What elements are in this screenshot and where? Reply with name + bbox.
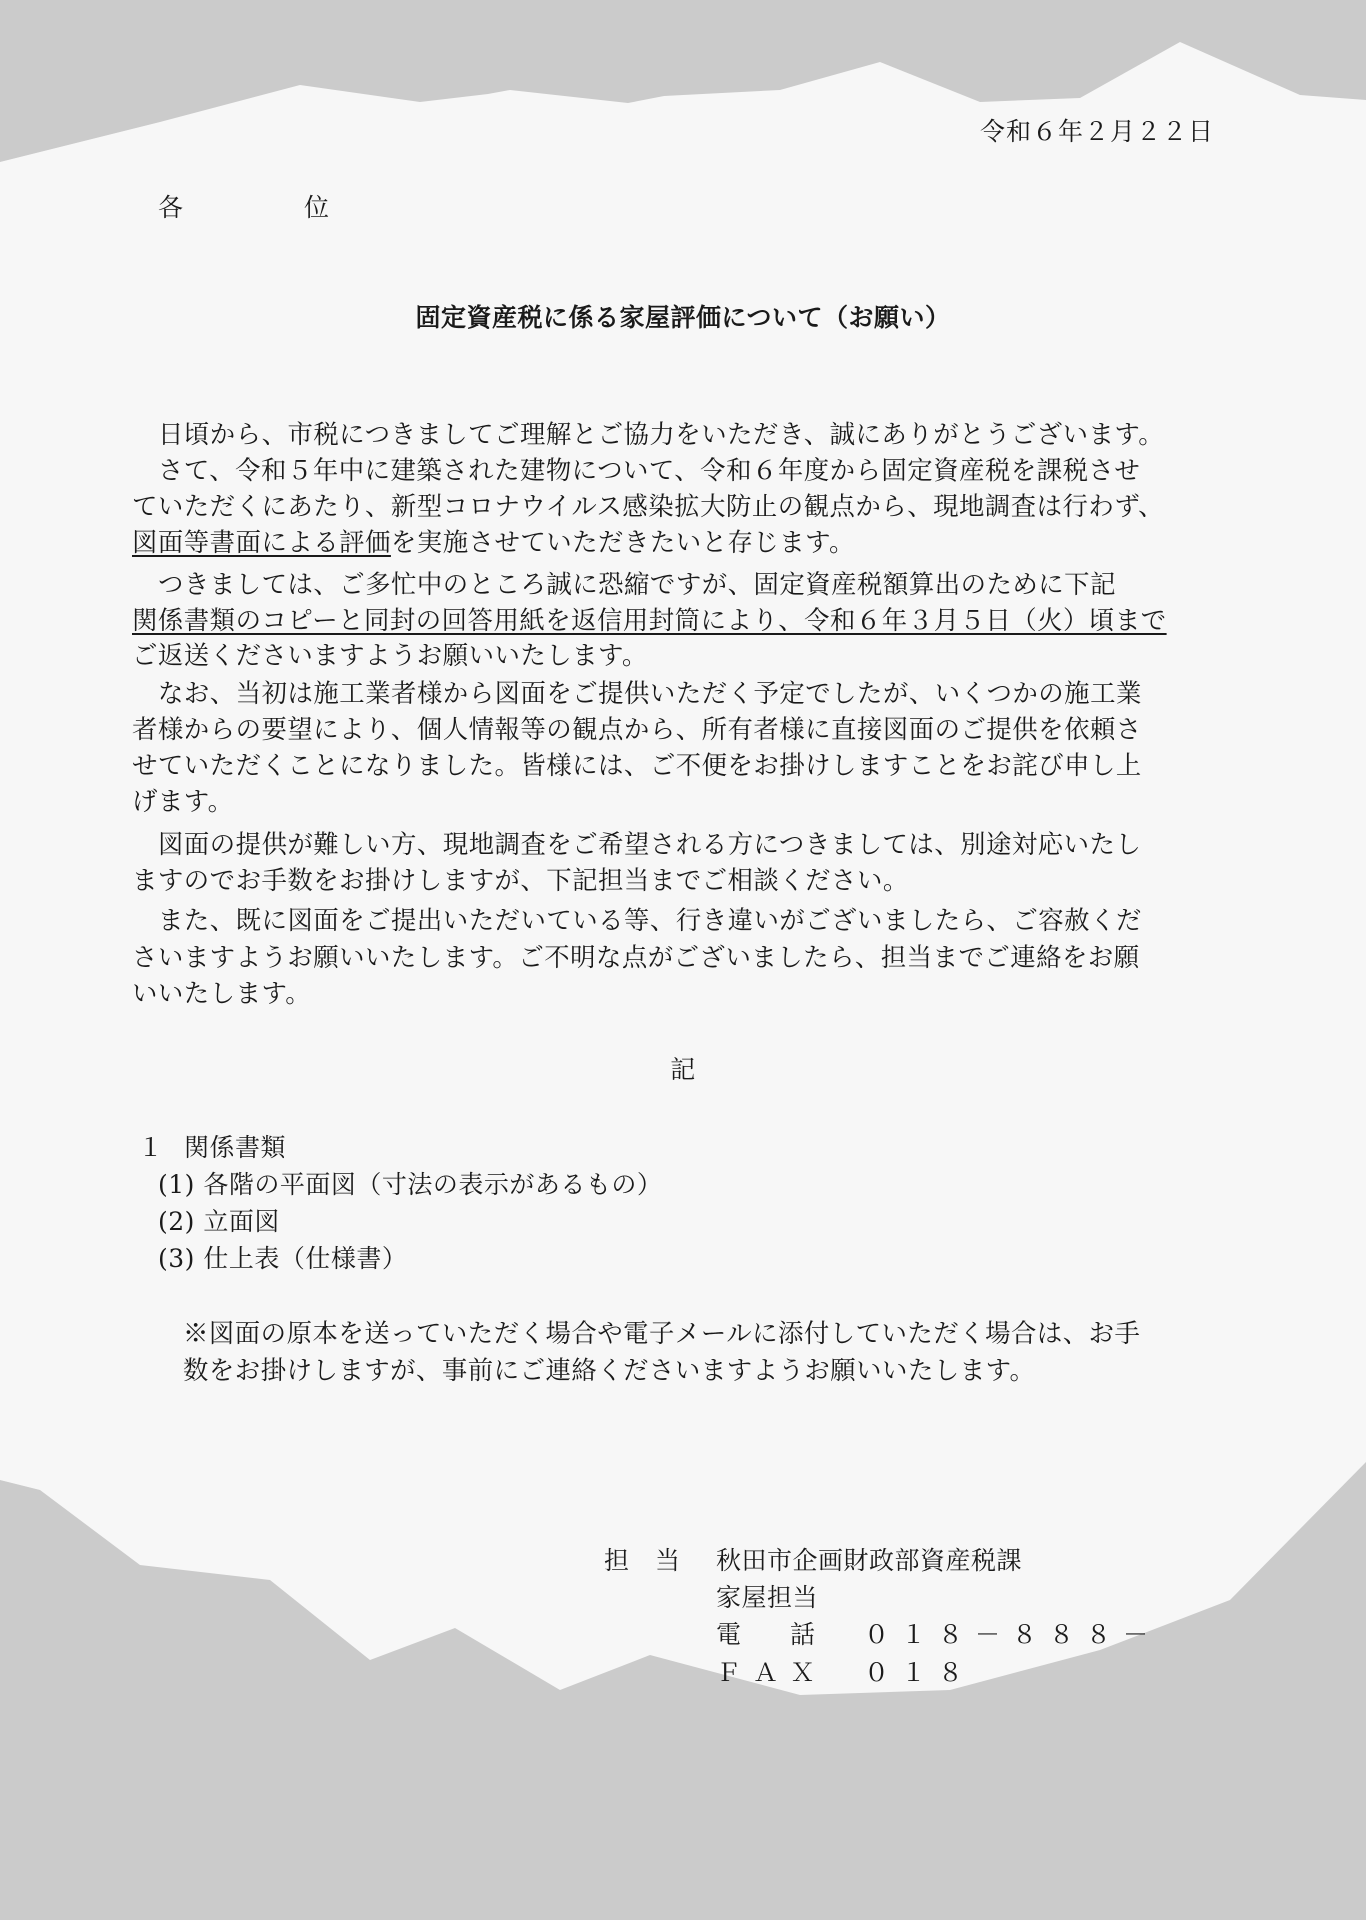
paragraph-line: つきましては、ご多忙中のところ誠に恐縮ですが、固定資産税額算出のために下記 (158, 569, 1116, 599)
paragraph-line: また、既に図面をご提出いただいている等、行き違いがございましたら、ご容赦くだ (158, 905, 1142, 935)
underlined-line: 関係書類のコピーと同封の回答用紙を返信用封筒により、令和６年３月５日（火）頃まで (132, 605, 1167, 635)
note-line: 数をお掛けしますが、事前にご連絡くださいますようお願いいたします。 (183, 1355, 1036, 1385)
note-line: ※図面の原本を送っていただく場合や電子メールに添付していただく場合は、お手 (183, 1318, 1141, 1348)
letter-addressee: 各 位 (158, 193, 378, 222)
paragraph-line: さて、令和５年中に建築された建物について、令和６年度から固定資産税を課税させ (158, 455, 1141, 485)
ki-heading: 記 (670, 1055, 696, 1084)
document-item: (1) 各階の平面図（寸法の表示があるもの） (158, 1170, 663, 1199)
document-item: (2) 立面図 (158, 1207, 280, 1236)
item-heading-label: 関係書類 (184, 1133, 287, 1162)
paragraph-line: ていただくにあたり、新型コロナウイルス感染拡大防止の観点から、現地調査は行わず、 (132, 491, 1165, 521)
items-heading (138, 1133, 286, 1163)
contact-section: 家屋担当 (716, 1583, 819, 1612)
underlined-phrase: 図面等書面による評価 (132, 527, 391, 557)
paragraph-line: げます。 (132, 786, 234, 816)
paragraph-line (132, 527, 855, 557)
paragraph-line: なお、当初は施工業者様から図面をご提供いただく予定でしたが、いくつかの施工業 (158, 678, 1142, 708)
item-number: １ (138, 1133, 164, 1162)
contact-phone: 電 話 ０１８－８８８－ (716, 1620, 1161, 1649)
letter-date: 令和６年２月２２日 (980, 117, 1215, 146)
document-item: (3) 仕上表（仕様書） (158, 1244, 408, 1273)
contact-label: 担当 (604, 1546, 707, 1575)
paragraph-line: 者様からの要望により、個人情報等の観点から、所有者様に直接図面のご提供を依頼さ (132, 714, 1142, 744)
paragraph-line: さいますようお願いいたします。ご不明な点がございましたら、担当までご連絡をお願 (132, 942, 1140, 972)
paragraph-line: いいたします。 (132, 978, 312, 1008)
paragraph-line: 図面の提供が難しい方、現地調査をご希望される方につきましては、別途対応いたし (158, 829, 1142, 859)
paragraph-line: せていただくことになりました。皆様には、ご不便をお掛けしますことをお詫び申し上 (132, 750, 1142, 780)
paragraph-line: 日頃から、市税につきましてご理解とご協力をいただき、誠にありがとうございます。 (158, 419, 1165, 449)
paragraph-text: を実施させていただきたいと存じます。 (390, 527, 855, 557)
letter-title: 固定資産税に係る家屋評価について（お願い） (415, 303, 951, 332)
paragraph-line: ますのでお手数をお掛けしますが、下記担当までご相談ください。 (132, 865, 909, 895)
contact-department: 秋田市企画財政部資産税課 (716, 1546, 1023, 1575)
contact-fax: ＦＡＸ ０１８ (716, 1658, 976, 1687)
paragraph-line: ご返送くださいますようお願いいたします。 (132, 640, 648, 670)
